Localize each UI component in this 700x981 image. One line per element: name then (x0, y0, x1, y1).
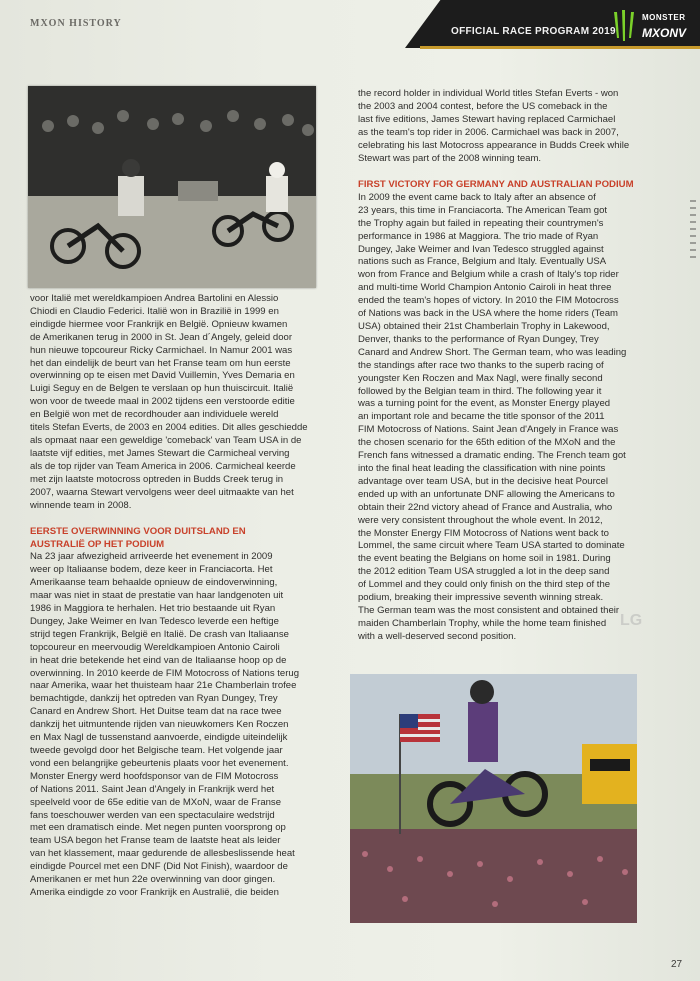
modern-photo-illustration (350, 674, 637, 923)
dutch-article-column (30, 293, 318, 900)
monster-energy-logo-icon (609, 8, 639, 44)
english-article-column (358, 88, 653, 644)
historic-motocross-photo (28, 86, 316, 288)
dutch-intro-paragraph: voor Italië met wereldkampioen Andrea Bartolini en Alessio Chiodi en Claudio Federici. Italië won in Brazilië in 1999 en eindigde hiermee voor Frankrijk en België. Opnieuw kwamen de Amerikanen terug in 2000 in St. Jean d´Angely, geleid door hun nieuwe topcoureur Ricky Carmichael. In Namur 2001 was het dan eindelijk de beurt van het Franse team om hun eerste overwinning op te eisen met David Vuillemin, Yves Demaria en Luigi Seguy en de Belgen te verslaan op hun thuiscircuit. Italië won voor de tweede maal in 2002 tijdens een verstoorde editie en België won met de recordhouder aan individuele wereld titels Stefan Everts, de 2003 en 2004 edities. Dit alles geschiedde als opmaat naar een geweldige 'comeback' van Team USA in de laatste vijf edities, met James Stewart die Carmicheal verving als de top rijder van Team America in 2006. Carmicheal keerde met zijn laatste motocross optreden in Budds Creek terug in 2007, waarna Stewart vervolgens weer deel uitmaakte van het winnende team in 2008. (30, 293, 308, 511)
brand-main: MXONV (642, 26, 687, 40)
program-title: OFFICIAL RACE PROGRAM 2019 (451, 26, 616, 37)
section-label: MXON HISTORY (30, 18, 122, 29)
brand-top: MONSTER (642, 13, 686, 22)
dutch-body-paragraph: Na 23 jaar afwezigheid arriveerde het evenement in 2009 weer op Italiaanse bodem, deze keer in Franciacorta. Het Amerikaanse team behaalde opnieuw de eindoverwinning, maar was niet in staat de prestatie van haar landgenoten uit 1986 in Maggiora te herhalen. Het trio bestaande uit Ryan Dungey, Jake Weimer en Ivan Tedesco leverde een heftige strijd tegen Frankrijk, België en Italië. De crash van Italiaanse topcoureur en meervoudig Wereldkampioen Antonio Cairoli in heat drie betekende het eind van de Italiaanse hoop op de overwinning. In 2010 keerde de FIM Motocross of Nations terug naar Amerika, waar het thuisteam haar 21e Chamberlain trofee bemachtigde, dankzij het optreden van Ryan Dungey, Trey Canard en Andrew Short. Het Duitse team dat na race twee dankzij het uitmuntende rijden van nieuwkomers Ken Roczen en Max Nagl de tussenstand aanvoerde, eindigde uiteindelijk tweede gevolgd door het Belgische team. Het volgende jaar vond een belangrijke gebeurtenis plaats voor het evenement. Monster Energy werd hoofdsponsor van de FIM Motocross of Nations 2011. Saint Jean d'Angely in Frankrijk werd het speelveld voor de 65e editie van de MXoN, waar de Franse fans toeschouwer werden van een spectaculaire wedstrijd met een dramatisch einde. Met negen punten voorsprong op team USA begon het Franse team de laatste heat als leider van het klassement, maar gedurende de allesbeslissende heat eindigde Pourcel met een DNF (Did Not Finish), waardoor de Amerikanen er met hun 22e overwinning van door gingen. Amerika eindigde zo voor Frankrijk en Australië, die beiden (30, 551, 300, 898)
header-stripe (420, 46, 700, 49)
watermark-text: LG (620, 612, 643, 629)
page-edge-bleed (690, 200, 696, 260)
modern-motocross-photo (350, 674, 637, 923)
english-body-paragraph: In 2009 the event came back to Italy after an absence of 23 years, this time in Franciacorta. The American Team got the Trophy again but failed in repeating their countrymen's performance in 1986 at Maggiora. The trio made of Ryan Dungey, Jake Weimer and Ivan Tedesco struggled against nations such as France, Belgium and Italy. Eventually USA won from France and Belgium while a crash of Italy's top rider and multi-time World Champion Antonio Cairoli in heat three ended the team's hopes of victory. In 2010 the FIM Motocross of Nations was back in the USA where the home riders (Team USA) obtained their 21st Chamberlain Trophy in Lakewood, Denver, thanks to the performance of Ryan Dungey, Trey Canard and Andrew Short. The German team, who was leading the standings after race two thanks to the superb racing of youngster Ken Roczen and Max Nagl, were finally second followed by the Belgian team in third. The following year it was a turning point for the event, as Monster Energy played an important role and became the title sponsor of the 2011 FIM Motocross of Nations. Saint Jean d'Angely in France was the chosen scenario for the 65th edition of the MXoN and the French fans witnessed a dramatic ending. The French team got into the final heat leading the classification with nine points advantage over team USA, but in the decisive heat Pourcel ended up with an unfortunate DNF allowing the Americans to obtain their 22nd victory ahead of France and Australia, who were very consistent throughout the whole event. In 2012, the Monster Energy FIM Motocross of Nations went back to Lommel, the same circuit where Team USA started to dominate the event beating the Belgians on home soil in 1981. During the 2012 edition Team USA struggled a lot in the deep sand of Lommel and they could only finish on the third step of the podium, breaking their impressive seventh winning streak. The German team was the most consistent and obtained their maiden Chamberlain Trophy, while the home team finished with a well-deserved second position. (358, 191, 627, 642)
page-number: 27 (671, 959, 683, 970)
header-band (405, 0, 700, 48)
dutch-section-heading: EERSTE OVERWINNING VOOR DUITSLAND EN AUSTRALIË OP HET PODIUM (30, 526, 246, 550)
english-intro-paragraph: the record holder in individual World titles Stefan Everts - won the 2003 and 2004 contest, before the US comeback in the last five editions, James Stewart having replaced Carmichael as the team's top rider in 2006. Carmichael was back in 2007, celebrating his last Motocross appearance in Budds Creek while Stewart was part of the 2008 winning team. (358, 88, 630, 164)
historic-photo-illustration (28, 86, 316, 288)
english-section-heading: FIRST VICTORY FOR GERMANY AND AUSTRALIAN PODIUM (358, 179, 634, 191)
